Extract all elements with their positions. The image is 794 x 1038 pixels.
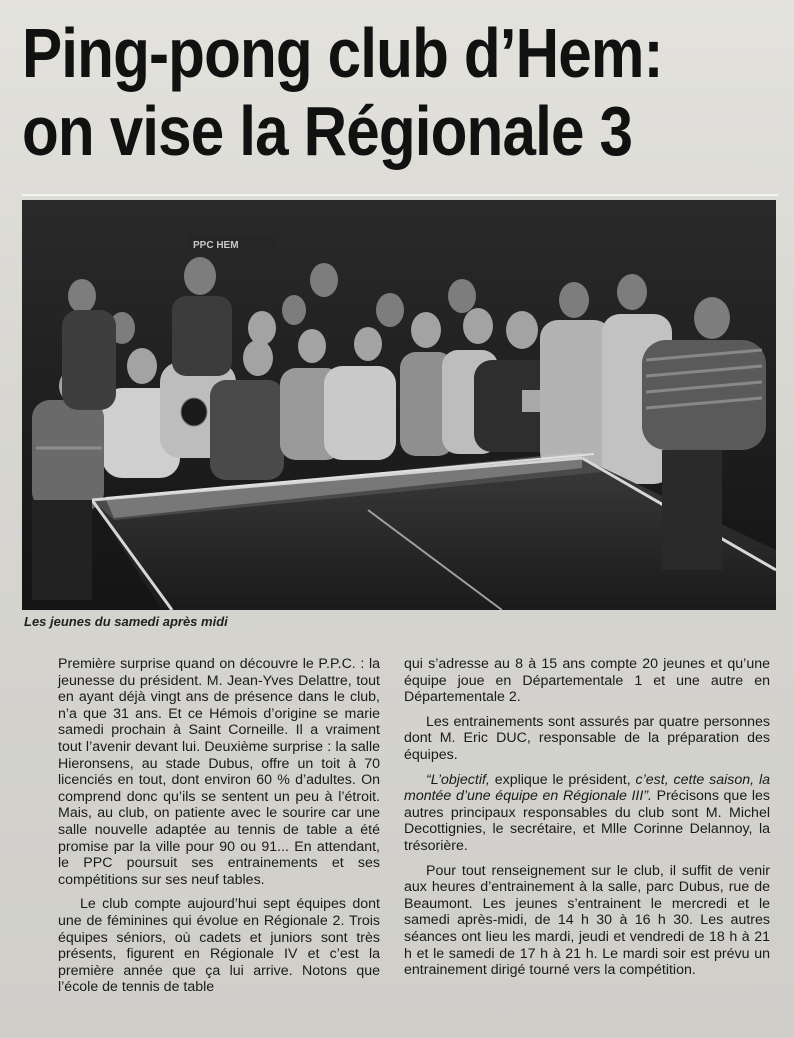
paragraph: Première surprise quand on découvre le P.P.C. : la jeunesse du président. M. Jean-Yves Delattre, tout en ayant déjà vingt ans de présence dans le club, n’a que 31 ans. Et ce Hémois d’origine se marie samedi prochain à Saint Corneille. Il a vraiment tout l’avenir devant lui. Deuxième surprise : la salle Hieronsens, au stade Dubus, offre un toit à 70 licenciés en tout, dont environ 60 % d’adultes. On comprend donc qu’ils se sentent un peu à l’étroit. Mais, au club, on patiente avec le sourire car une salle nouvelle adaptée au tennis de table a été promise par la ville pour 90 ou 91... En attendant, le PPC poursuit ses entrainements et ses compétitions sur ses neuf tables.: [58, 656, 380, 888]
paragraph: Le club compte aujourd’hui sept équipes dont une de féminines qui évolue en Régionale 2. Trois équipes séniors, où cadets et juniors sont très présents, figurent en Régionale IV et c’est la première année que ça lui arrive. Notons que l’école de tennis de table: [58, 896, 380, 996]
paragraph-text: explique le président,: [489, 771, 636, 788]
headline: [22, 14, 676, 170]
photo-top-rule: [22, 194, 778, 196]
paragraph-quote: [404, 772, 770, 855]
quote-text: “L’objectif,: [426, 771, 490, 788]
headline-line-2: on vise la Régionale 3: [22, 92, 633, 170]
article-column-right: [404, 656, 770, 979]
headline-line-1: Ping-pong club d’Hem:: [22, 14, 663, 92]
paragraph: qui s’adresse au 8 à 15 ans compte 20 jeunes et qu’une équipe joue en Départementale 1 et une autre en Départementale 2.: [404, 656, 770, 706]
paragraph-text: Précisons que les autres principaux responsables du club sont M. Michel Decottignies, le secrétaire, et Mlle Corinne Delannoy, la trésorière.: [404, 788, 770, 854]
paragraph: Pour tout renseignement sur le club, il suffit de venir aux heures d’entrainement à la salle, parc Dubus, rue de Beaumont. Les jeunes s’entrainent le mercredi et le samedi après-midi, de 14 h 30 à 16 h 30. Les autres séances ont lieu les mardi, jeudi et vendredi de 18 h à 21 h et le samedi de 17 h à 21 h. Le mardi soir est prévu un entrainement dirigé tourné vers la compétition.: [404, 862, 770, 979]
team-photo: [22, 200, 776, 610]
photo-caption: Les jeunes du samedi après midi: [24, 614, 228, 629]
photo-banner-text: PPC HEM: [193, 240, 239, 251]
paragraph: Les entrainements sont assurés par quatre personnes dont M. Eric DUC, responsable de la préparation des équipes.: [404, 713, 770, 763]
article-column-left: [58, 656, 380, 996]
quote-text: c’est, cette saison, la montée d’une équipe en Régionale III”.: [404, 771, 770, 805]
